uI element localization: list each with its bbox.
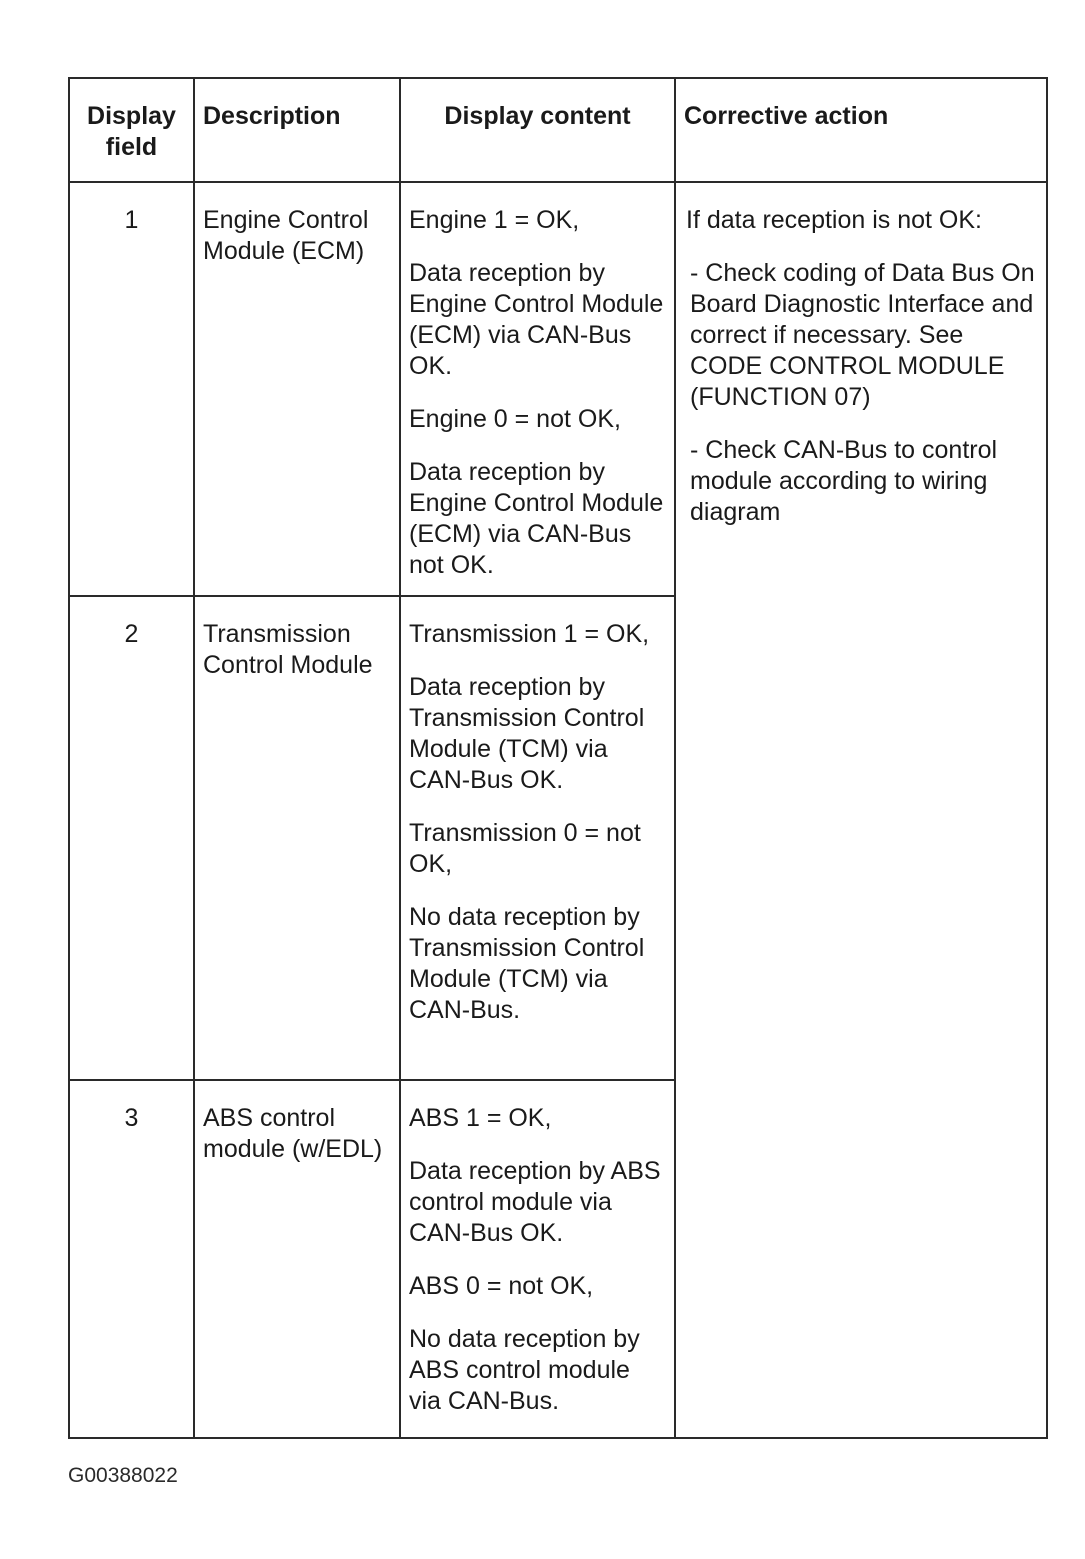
corrective-action-item: - Check coding of Data Bus On Board Diagnostic Interface and correct if necessary. See CODE CONTROL MODULE (FUNCTION 07)	[690, 259, 1035, 411]
description-cell: ABS control module (w/EDL)	[194, 1080, 400, 1438]
header-display-field-line-1: Display	[87, 102, 176, 130]
content-paragraph: Data reception by ABS control module via CAN-Bus OK.	[409, 1157, 661, 1247]
header-display-content: Display content	[400, 78, 675, 182]
header-description: Description	[194, 78, 400, 182]
description-cell: Transmission Control Module	[194, 596, 400, 1080]
table-row	[69, 182, 1047, 596]
content-paragraph: Transmission 1 = OK,	[409, 620, 650, 648]
content-paragraph: Data reception by Engine Control Module (ECM) via CAN-Bus OK.	[409, 259, 664, 380]
content-paragraph: Engine 0 = not OK,	[409, 405, 621, 433]
display-content-cell	[400, 182, 675, 596]
header-corrective-action: Corrective action	[675, 78, 1047, 182]
content-paragraph: No data reception by Transmission Control Module (TCM) via CAN-Bus.	[409, 903, 645, 1024]
display-content-cell	[400, 1080, 675, 1438]
content-paragraph: Data reception by Transmission Control Module (TCM) via CAN-Bus OK.	[409, 673, 645, 794]
display-field-cell: 1	[69, 182, 194, 596]
header-display-field	[69, 78, 194, 182]
content-paragraph: Data reception by Engine Control Module (ECM) via CAN-Bus not OK.	[409, 458, 664, 579]
corrective-action-cell	[675, 182, 1047, 1438]
figure-id: G00388022	[68, 1464, 178, 1487]
corrective-action-item: - Check CAN-Bus to control module according to wiring diagram	[690, 436, 998, 526]
content-paragraph: No data reception by ABS control module via CAN-Bus.	[409, 1325, 640, 1415]
diagnostic-table	[68, 77, 1048, 1439]
display-field-cell: 3	[69, 1080, 194, 1438]
content-paragraph: ABS 0 = not OK,	[409, 1272, 594, 1300]
content-paragraph: ABS 1 = OK,	[409, 1104, 552, 1132]
content-paragraph: Transmission 0 = not OK,	[409, 819, 641, 878]
corrective-action-intro: If data reception is not OK:	[686, 206, 982, 234]
content-paragraph: Engine 1 = OK,	[409, 206, 580, 234]
display-field-cell: 2	[69, 596, 194, 1080]
display-content-cell	[400, 596, 675, 1080]
header-display-field-line-2: field	[105, 133, 158, 161]
header-row	[69, 78, 1047, 182]
description-cell: Engine Control Module (ECM)	[194, 182, 400, 596]
